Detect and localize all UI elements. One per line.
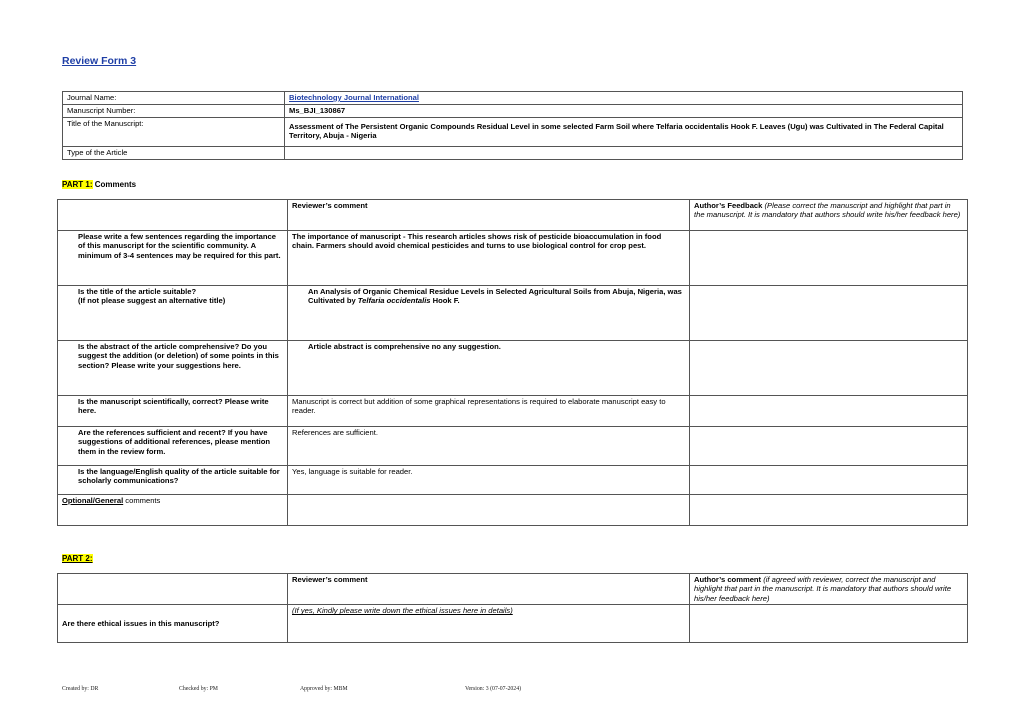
optional-comments-suffix: comments [123, 496, 161, 505]
manuscript-title-value: Assessment of The Persistent Organic Compounds Residual Level in some selected Farm Soil where Telfaria occidentalis Hook F. Leaves (Ugu) was Cultivated in The Federal Capital Territory, Abuja - Nigeria [285, 118, 963, 147]
question-ethical: Are there ethical issues in this manuscript? [58, 605, 288, 643]
optional-comments-label [58, 495, 288, 526]
part2-label: PART 2: [62, 554, 93, 563]
part1-heading [62, 180, 136, 189]
part1-table [57, 199, 968, 526]
reviewer-comment-title-species: Telfaria occidentalis [357, 296, 431, 306]
part2-header-author-note: (if agreed with reviewer, correct the manuscript and highlight that part in the manuscript. It is mandatory that authors should write his/her feedback here) [694, 575, 952, 603]
author-feedback-title[interactable] [690, 286, 968, 341]
author-feedback-abstract[interactable] [690, 341, 968, 396]
table-row [58, 286, 968, 341]
table-row [58, 341, 968, 396]
table-row [58, 231, 968, 286]
table-row [58, 466, 968, 495]
reviewer-comment-language[interactable]: Yes, language is suitable for reader. [288, 466, 690, 495]
journal-name-link[interactable]: Biotechnology Journal International [285, 92, 963, 105]
question-abstract: Is the abstract of the article comprehensive? Do you suggest the addition (or deletion) of some points in this section? Please write your suggestions here. [58, 341, 288, 396]
reviewer-comment-abstract[interactable]: Article abstract is comprehensive no any suggestion. [288, 341, 690, 396]
reviewer-comment-title-post: Hook F. [430, 296, 460, 306]
reviewer-comment-title[interactable] [288, 286, 690, 341]
manuscript-info-table [62, 91, 963, 160]
article-type-label: Type of the Article [63, 147, 285, 160]
article-type-value[interactable] [285, 147, 963, 160]
table-row [58, 605, 968, 643]
author-feedback-references[interactable] [690, 427, 968, 466]
reviewer-comment-ethical[interactable]: (If yes, Kindly please write down the ethical issues here in details) [288, 605, 690, 643]
part2-header-author-label: Author’s comment [694, 575, 762, 584]
journal-name-label: Journal Name: [63, 92, 285, 105]
author-feedback-scientific[interactable] [690, 396, 968, 427]
part2-table [57, 573, 968, 643]
part1-header-author-note: (Please correct the manuscript and highlight that part in the manuscript. It is mandatory that authors should write his/her feedback here) [694, 201, 961, 220]
optional-general-label: Optional/General [62, 496, 124, 505]
reviewer-comment-references[interactable]: References are sufficient. [288, 427, 690, 466]
reviewer-comment-title-pre: An Analysis of Organic Chemical Residue Levels in Selected Agricultural Soils from Abuja, Nigeria, was Cultivated by [308, 287, 682, 306]
question-language: Is the language/English quality of the article suitable for scholarly communications? [58, 466, 288, 495]
part1-label-suffix: Comments [94, 180, 137, 189]
part1-header-author [690, 200, 968, 231]
manuscript-number-label: Manuscript Number: [63, 105, 285, 118]
table-row [58, 495, 968, 526]
author-comment-ethical[interactable] [690, 605, 968, 643]
part1-header-blank [58, 200, 288, 231]
question-scientific: Is the manuscript scientifically, correct? Please write here. [58, 396, 288, 427]
part2-header-blank [58, 574, 288, 605]
manuscript-title-label: Title of the Manuscript: [63, 118, 285, 147]
part2-heading [62, 554, 93, 563]
reviewer-comment-importance[interactable]: The importance of manuscript - This research articles shows risk of pesticide bioaccumulation in food chain. Farmers should avoid chemical pesticides and turns to use biological control for crop pest. [288, 231, 690, 286]
table-row [58, 396, 968, 427]
author-feedback-optional[interactable] [690, 495, 968, 526]
manuscript-number-value: Ms_BJI_130867 [285, 105, 963, 118]
footer-checked: Checked by: PM [179, 686, 218, 692]
form-title: Review Form 3 [62, 55, 137, 67]
table-row [58, 427, 968, 466]
author-feedback-language[interactable] [690, 466, 968, 495]
footer-approved: Approved by: MBM [300, 686, 348, 692]
part1-label: PART 1: [62, 180, 93, 189]
reviewer-comment-optional[interactable] [288, 495, 690, 526]
question-references: Are the references sufficient and recent? If you have suggestions of additional references, please mention them in the review form. [58, 427, 288, 466]
author-feedback-importance[interactable] [690, 231, 968, 286]
question-title: Is the title of the article suitable? (If not please suggest an alternative title) [58, 286, 288, 341]
reviewer-comment-scientific[interactable]: Manuscript is correct but addition of some graphical representations is required to elaborate manuscript easy to reader. [288, 396, 690, 427]
footer-version: Version: 3 (07-07-2024) [465, 686, 522, 692]
part2-header-reviewer: Reviewer’s comment [288, 574, 690, 605]
question-importance: Please write a few sentences regarding the importance of this manuscript for the scientific community. A minimum of 3-4 sentences may be required for this part. [58, 231, 288, 286]
part1-header-author-label: Author’s Feedback [694, 201, 763, 210]
part1-header-reviewer: Reviewer’s comment [288, 200, 690, 231]
part2-header-author [690, 574, 968, 605]
footer-created: Created by: DR [62, 686, 99, 692]
